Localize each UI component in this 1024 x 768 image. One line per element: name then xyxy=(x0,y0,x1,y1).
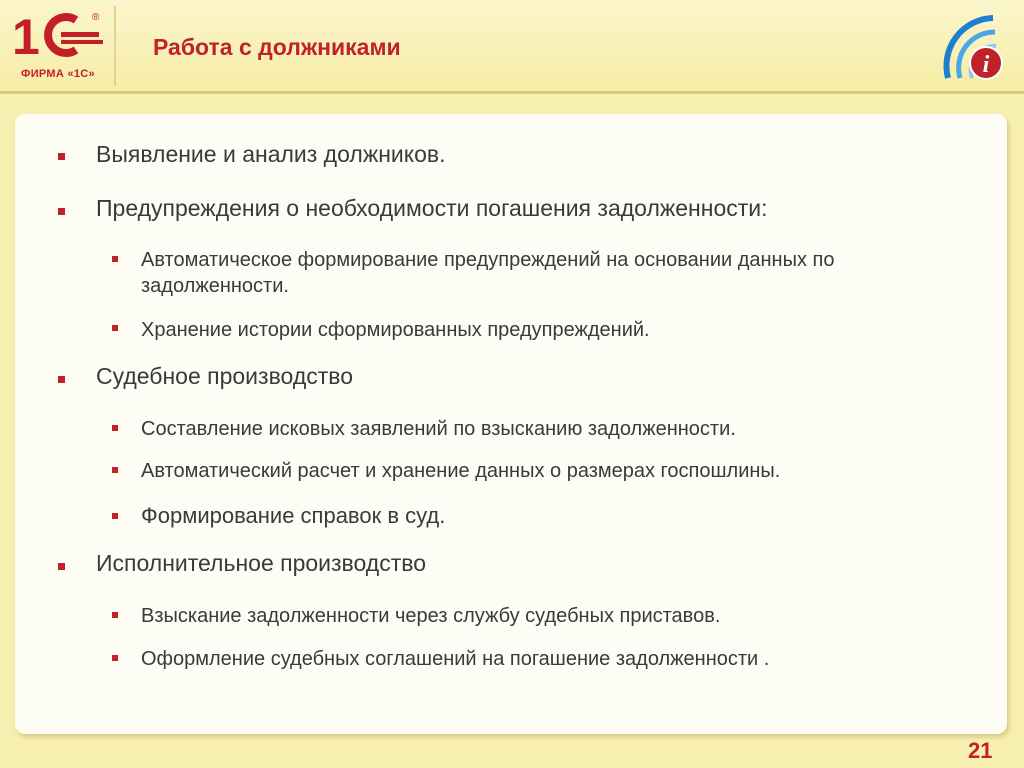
sub-bullet-item: Оформление судебных соглашений на погашение задолженности . xyxy=(141,648,770,670)
sub-bullet-item: Взыскание задолженности через службу судебных приставов. xyxy=(141,605,721,627)
svg-text:®: ® xyxy=(92,12,100,23)
svg-text:1: 1 xyxy=(12,9,40,65)
sub-bullet-item: Автоматическое формирование предупреждений на основании данных по задолженности. xyxy=(141,249,835,297)
svg-text:i: i xyxy=(982,52,990,78)
company-logo xyxy=(6,6,116,86)
sub-bullet-item: Хранение истории сформированных предупреждений. xyxy=(141,319,650,341)
slide-title: Работа с должниками xyxy=(153,34,401,60)
bullet-item: Исполнительное производство xyxy=(96,550,427,576)
sub-bullet-marker xyxy=(112,325,118,331)
bullet-marker xyxy=(58,563,65,570)
sub-bullet-item: Автоматический расчет и хранение данных о размерах госпошлины. xyxy=(141,460,781,482)
logo-caption: ФИРМА «1С» xyxy=(21,68,95,80)
bullet-marker xyxy=(58,376,65,383)
bullet-marker xyxy=(58,208,65,215)
logo-1c-icon xyxy=(6,6,106,66)
info-icon xyxy=(938,8,1008,82)
bullet-item: Предупреждения о необходимости погашения задолженности: xyxy=(96,195,768,221)
sub-bullet-item: Составление исковых заявлений по взысканию задолженности. xyxy=(141,418,736,440)
bullet-item: Судебное производство xyxy=(96,363,354,389)
page-number: 21 xyxy=(968,738,993,763)
sub-bullet-marker xyxy=(112,256,118,262)
sub-bullet-marker xyxy=(112,655,118,661)
sub-bullet-marker xyxy=(112,513,118,519)
sub-bullet-marker xyxy=(112,467,118,473)
sub-bullet-item: Формирование справок в суд. xyxy=(141,503,446,528)
sub-bullet-marker xyxy=(112,425,118,431)
sub-bullet-marker xyxy=(112,612,118,618)
bullet-marker xyxy=(58,153,65,160)
header-divider xyxy=(0,91,1024,94)
bullet-item: Выявление и анализ должников. xyxy=(96,141,446,167)
